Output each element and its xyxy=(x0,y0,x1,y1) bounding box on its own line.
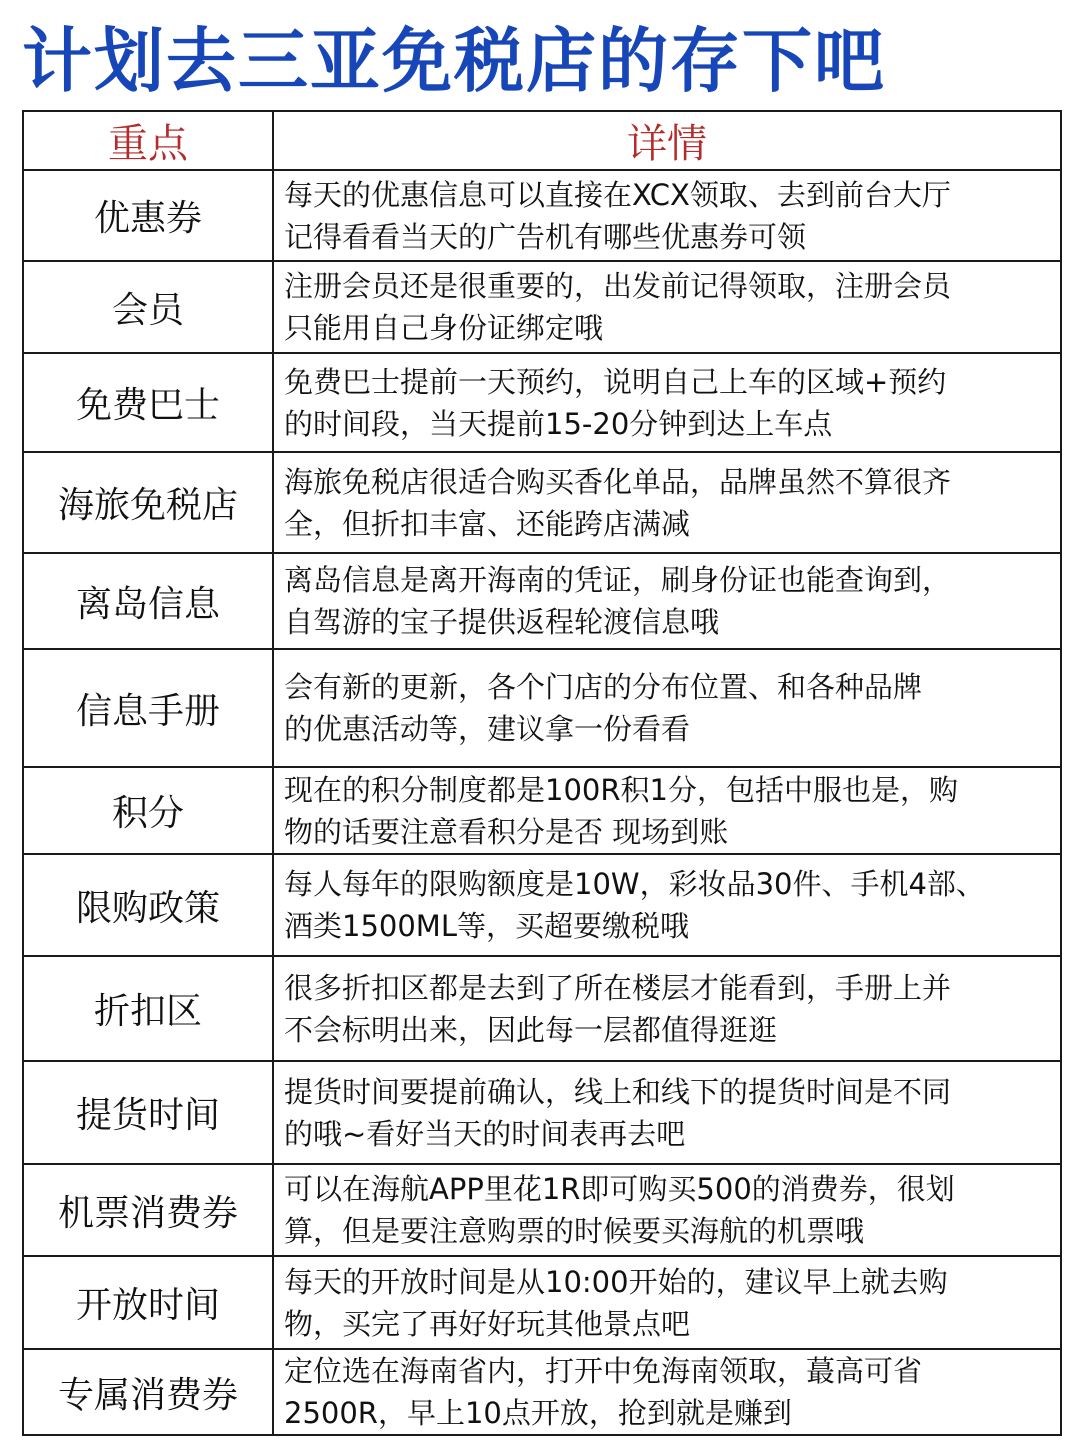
table-header-row xyxy=(23,111,1061,170)
row-detail: 定位选在海南省内，打开中免海南领取，蕞高可省 2500R，早上10点开放，抢到就是赚到 xyxy=(273,1349,1061,1435)
row-detail: 离岛信息是离开海南的凭证，刷身份证也能查询到， 自驾游的宝子提供返程轮渡信息哦 xyxy=(273,553,1061,649)
tips-table xyxy=(22,110,1062,1436)
column-header-key: 重点 xyxy=(23,111,273,170)
row-key: 机票消费券 xyxy=(23,1164,273,1256)
table-row xyxy=(23,1061,1061,1164)
table-row xyxy=(23,956,1061,1061)
row-key: 会员 xyxy=(23,261,273,353)
table-row xyxy=(23,1349,1061,1435)
table-row xyxy=(23,170,1061,261)
row-key: 限购政策 xyxy=(23,854,273,956)
row-key: 优惠券 xyxy=(23,170,273,261)
row-key: 离岛信息 xyxy=(23,553,273,649)
row-detail: 注册会员还是很重要的，出发前记得领取，注册会员 只能用自己身份证绑定哦 xyxy=(273,261,1061,353)
row-detail: 提货时间要提前确认，线上和线下的提货时间是不同 的哦~看好当天的时间表再去吧 xyxy=(273,1061,1061,1164)
table-row xyxy=(23,1164,1061,1256)
table-row xyxy=(23,854,1061,956)
page-title: 计划去三亚免税店的存下吧 xyxy=(22,20,886,102)
row-key: 信息手册 xyxy=(23,649,273,767)
row-detail: 现在的积分制度都是100R积1分，包括中服也是，购 物的话要注意看积分是否 现场到账 xyxy=(273,767,1061,854)
column-header-detail: 详情 xyxy=(273,111,1061,170)
row-detail: 可以在海航APP里花1R即可购买500的消费券，很划 算，但是要注意购票的时候要买海航的机票哦 xyxy=(273,1164,1061,1256)
table-row xyxy=(23,767,1061,854)
table-row xyxy=(23,649,1061,767)
table-row xyxy=(23,553,1061,649)
row-key: 免费巴士 xyxy=(23,353,273,452)
table-row xyxy=(23,1256,1061,1349)
row-key: 提货时间 xyxy=(23,1061,273,1164)
table-row xyxy=(23,353,1061,452)
row-key: 积分 xyxy=(23,767,273,854)
row-detail: 每人每年的限购额度是10W，彩妆品30件、手机4部、 酒类1500ML等，买超要缴税哦 xyxy=(273,854,1061,956)
row-detail: 海旅免税店很适合购买香化单品，品牌虽然不算很齐 全，但折扣丰富、还能跨店满减 xyxy=(273,452,1061,553)
row-key: 专属消费券 xyxy=(23,1349,273,1435)
table-row xyxy=(23,452,1061,553)
row-detail: 每天的优惠信息可以直接在XCX领取、去到前台大厅 记得看看当天的广告机有哪些优惠券可领 xyxy=(273,170,1061,261)
table-row xyxy=(23,261,1061,353)
row-detail: 每天的开放时间是从10:00开始的，建议早上就去购 物，买完了再好好玩其他景点吧 xyxy=(273,1256,1061,1349)
row-key: 海旅免税店 xyxy=(23,452,273,553)
row-key: 折扣区 xyxy=(23,956,273,1061)
row-detail: 免费巴士提前一天预约，说明自己上车的区域+预约 的时间段，当天提前15-20分钟到达上车点 xyxy=(273,353,1061,452)
row-key: 开放时间 xyxy=(23,1256,273,1349)
row-detail: 很多折扣区都是去到了所在楼层才能看到，手册上并 不会标明出来，因此每一层都值得逛逛 xyxy=(273,956,1061,1061)
row-detail: 会有新的更新，各个门店的分布位置、和各种品牌 的优惠活动等，建议拿一份看看 xyxy=(273,649,1061,767)
